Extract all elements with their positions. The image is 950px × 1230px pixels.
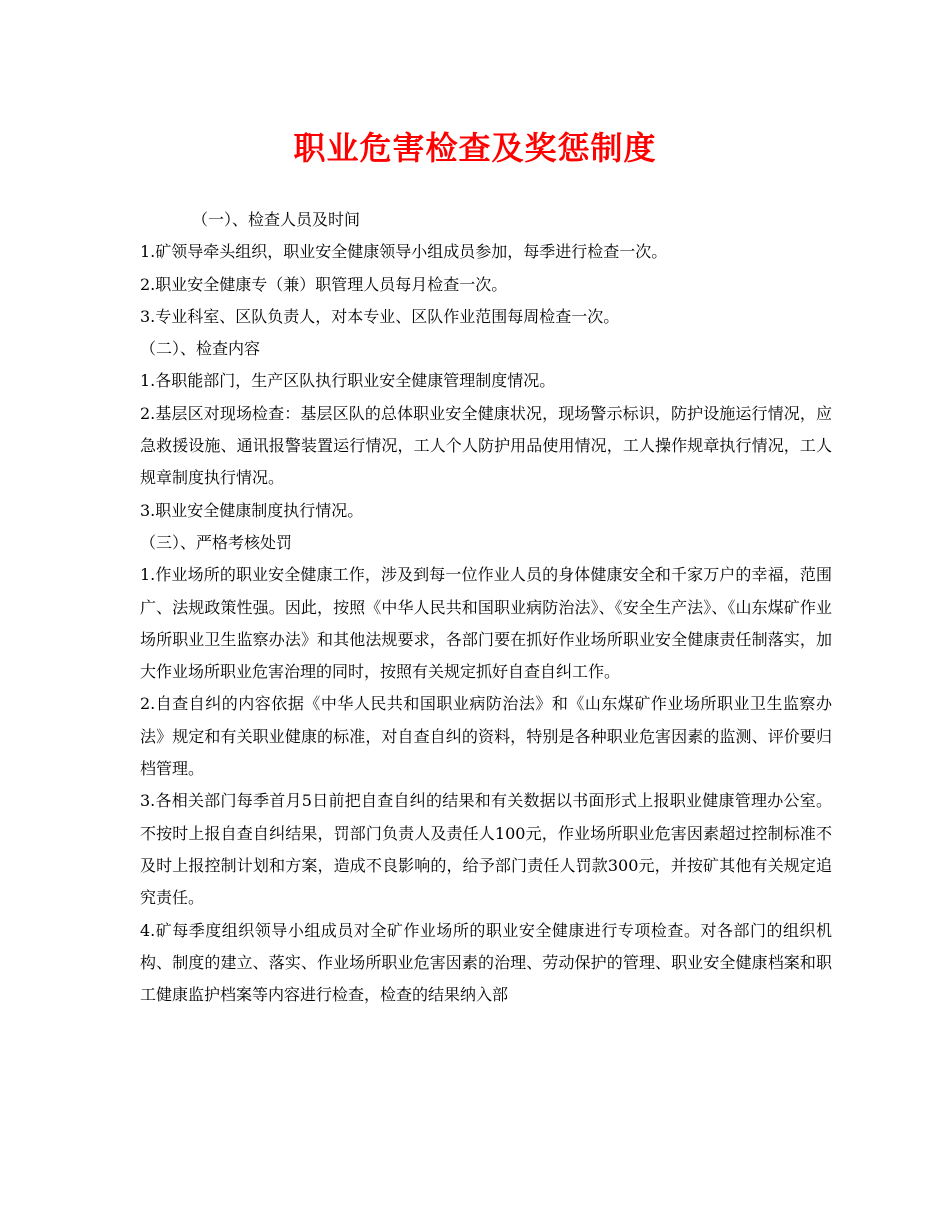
paragraph-2-3: 3.职业安全健康制度执行情况。 bbox=[140, 500, 364, 520]
paragraph-1-1: 1.矿领导牵头组织，职业安全健康领导小组成员参加，每季进行检查一次。 bbox=[140, 242, 668, 262]
section-heading-3: （三）、严格考核处罚 bbox=[140, 532, 293, 552]
paragraph-1-2: 2.职业安全健康专（兼）职管理人员每月检查一次。 bbox=[140, 274, 508, 294]
paragraph-3-2: 2.自查自纠的内容依据《中华人民共和国职业病防治法》和《山东煤矿作业场所职业卫生监察办法》规定和有关职业健康的标准，对自查自纠的资料，特别是各种职业危害因素的监测、评价要归档管理。 bbox=[140, 694, 832, 779]
paragraph-3-3: 3.各相关部门每季首月5日前把自查自纠的结果和有关数据以书面形式上报职业健康管理办公室。不按时上报自查自纠结果，罚部门负责人及责任人100元，作业场所职业危害因素超过控制标准不及时上报控制计划和方案，造成不良影响的，给予部门责任人罚款300元，并按矿其他有关规定追究责任。 bbox=[140, 791, 832, 908]
paragraph-2-1: 1.各职能部门，生产区队执行职业安全健康管理制度情况。 bbox=[140, 371, 556, 391]
section-heading-1: （一）、检查人员及时间 bbox=[192, 210, 361, 229]
paragraph-3-1: 1.作业场所的职业安全健康工作，涉及到每一位作业人员的身体健康安全和千家万户的幸福，范围广、法规政策性强。因此，按照《中华人民共和国职业病防治法》、《安全生产法》、《山东煤矿作业场所职业卫生监察办法》和其他法规要求，各部门要在抓好作业场所职业安全健康责任制落实，加大作业场所职业危害治理的同时，按照有关规定抓好自查自纠工作。 bbox=[140, 565, 832, 682]
paragraph-3-4: 4.矿每季度组织领导小组成员对全矿作业场所的职业安全健康进行专项检查。对各部门的组织机构、制度的建立、落实、作业场所职业危害因素的治理、劳动保护的管理、职业安全健康档案和职工健康监护档案等内容进行检查，检查的结果纳入部 bbox=[140, 920, 832, 1005]
document-body bbox=[140, 204, 832, 1011]
paragraph-2-2: 2.基层区对现场检查：基层区队的总体职业安全健康状况，现场警示标识，防护设施运行情况，应急救援设施、通讯报警装置运行情况，工人个人防护用品使用情况，工人操作规章执行情况，工人规章制度执行情况。 bbox=[140, 403, 832, 488]
section-heading-2: （二）、检查内容 bbox=[140, 339, 261, 359]
paragraph-1-3: 3.专业科室、区队负责人，对本专业、区队作业范围每周检查一次。 bbox=[140, 306, 620, 326]
document-title: 职业危害检查及奖惩制度 bbox=[293, 129, 657, 167]
